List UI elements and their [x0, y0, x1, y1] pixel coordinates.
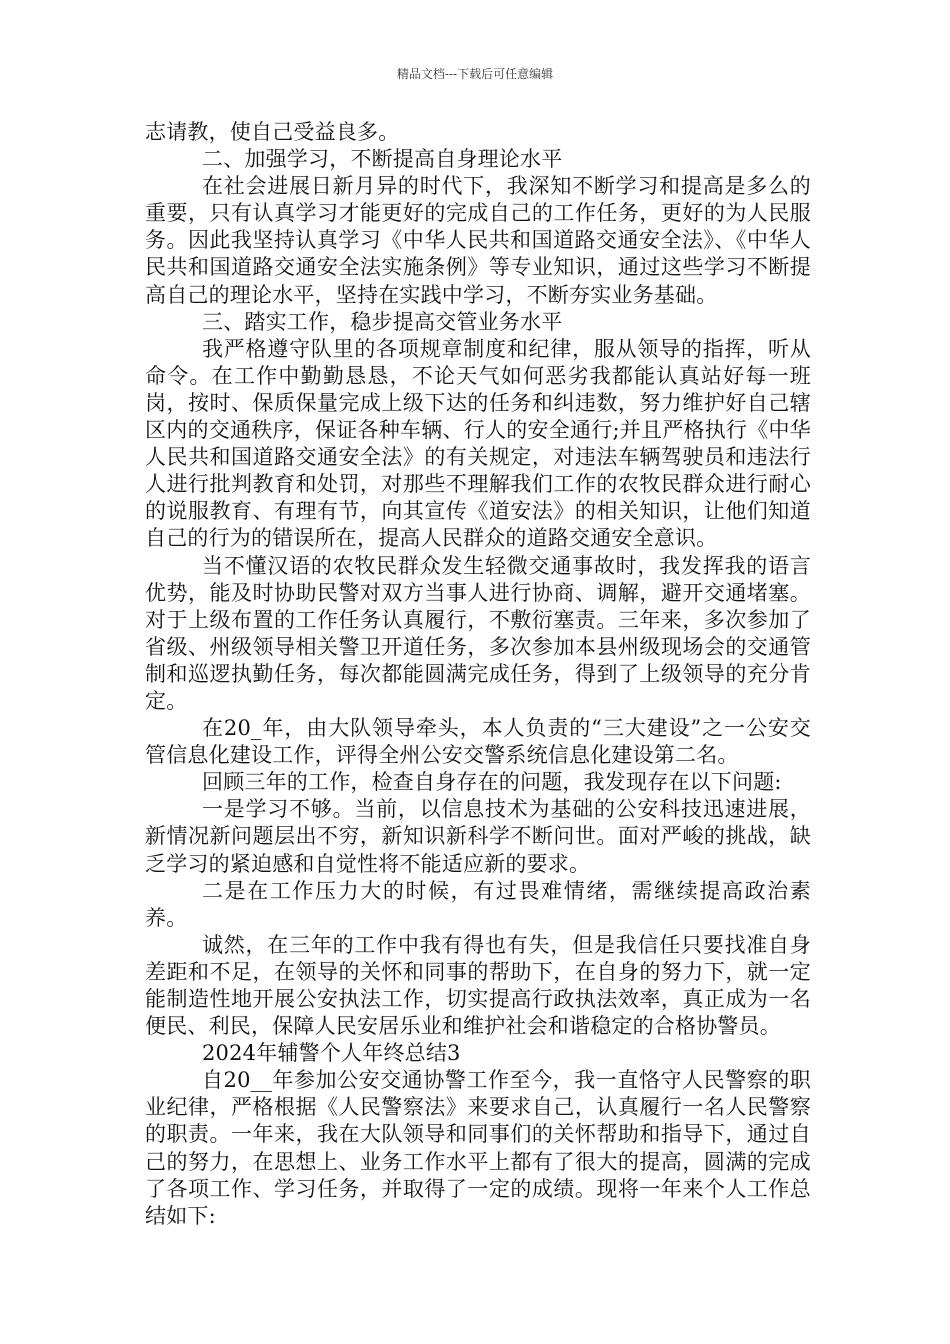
- paragraph: 在社会进展日新月异的时代下，我深知不断学习和提高是多么的重要，只有认真学习才能更好的完成自己的工作任务，更好的为人民服务。因此我坚持认真学习《中华人民共和国道路交通安全法》、《中华人民共和国道路交通安全法实施条例》等专业知识，通过这些学习不断提高自己的理论水平，坚持在实践中学习，不断夯实业务基础。: [145, 174, 811, 307]
- document-body: [145, 119, 811, 1230]
- document-subtitle: 2024年辅警个人年终总结3: [202, 1041, 461, 1066]
- paragraph: 诚然，在三年的工作中我有得也有失，但是我信任只要找准自身差距和不足，在领导的关怀和同事的帮助下，在自身的努力下，就一定能制造性地开展公安执法工作，切实提高行政执法效率，真正成为一名便民、利民，保障人民安居乐业和维护社会和谐稳定的合格协警员。: [145, 932, 811, 1039]
- paragraph: 志请教，使自己受益良多。: [145, 120, 400, 144]
- paragraph: 当不懂汉语的农牧民群众发生轻微交通事故时，我发挥我的语言优势，能及时协助民警对双方当事人进行协商、调解，避开交通堵塞。对于上级布置的工作任务认真履行，不敷衍塞责。三年来，多次参加了省级、州级领导相关警卫开道任务，多次参加本县州级现场会的交通管制和巡逻执勤任务，每次都能圆满完成任务，得到了上级领导的充分肯定。: [145, 553, 811, 713]
- section-heading: 二、加强学习，不断提高自身理论水平: [202, 147, 563, 172]
- paragraph: 我严格遵守队里的各项规章制度和纪律，服从领导的指挥，听从命令。在工作中勤勤恳恳，不论天气如何恶劣我都能认真站好每一班岗，按时、保质保量完成上级下达的任务和纠违数，努力维护好自己辖区内的交通秩序，保证各种车辆、行人的安全通行;并且严格执行《中华人民共和国道路交通安全法》的有关规定，对违法车辆驾驶员和违法行人进行批判教育和处罚，对那些不理解我们工作的农牧民群众进行耐心的说服教育、有理有节，向其宣传《道安法》的相关知识，让他们知道自己的行为的错误所在，提高人民群众的道路交通安全意识。: [145, 336, 811, 551]
- paragraph: 回顾三年的工作，检查自身存在的问题，我发现存在以下问题:: [202, 770, 782, 795]
- page-header: 精品文档---下载后可任意编辑: [396, 67, 554, 81]
- section-heading: 三、踏实工作，稳步提高交管业务水平: [202, 309, 563, 334]
- paragraph: 自20__年参加公安交通协警工作至今，我一直恪守人民警察的职业纪律，严格根据《人民警察法》来要求自己，认真履行一名人民警察的职责。一年来，我在大队领导和同事们的关怀帮助和指导下，通过自己的努力，在思想上、业务工作水平上都有了很大的提高，圆满的完成了各项工作、学习任务，并取得了一定的成绩。现将一年来个人工作总结如下:: [145, 1068, 811, 1228]
- paragraph: 一是学习不够。当前，以信息技术为基础的公安科技迅速进展，新情况新问题层出不穷，新知识新科学不断问世。面对严峻的挑战，缺乏学习的紧迫感和自觉性将不能适应新的要求。: [145, 797, 811, 876]
- paragraph: 二是在工作压力大的时候，有过畏难情绪，需继续提高政治素养。: [145, 878, 811, 930]
- paragraph: 在20_年，由大队领导牵头，本人负责的“三大建设”之一公安交管信息化建设工作，评得全州公安交警系统信息化建设第二名。: [145, 716, 811, 768]
